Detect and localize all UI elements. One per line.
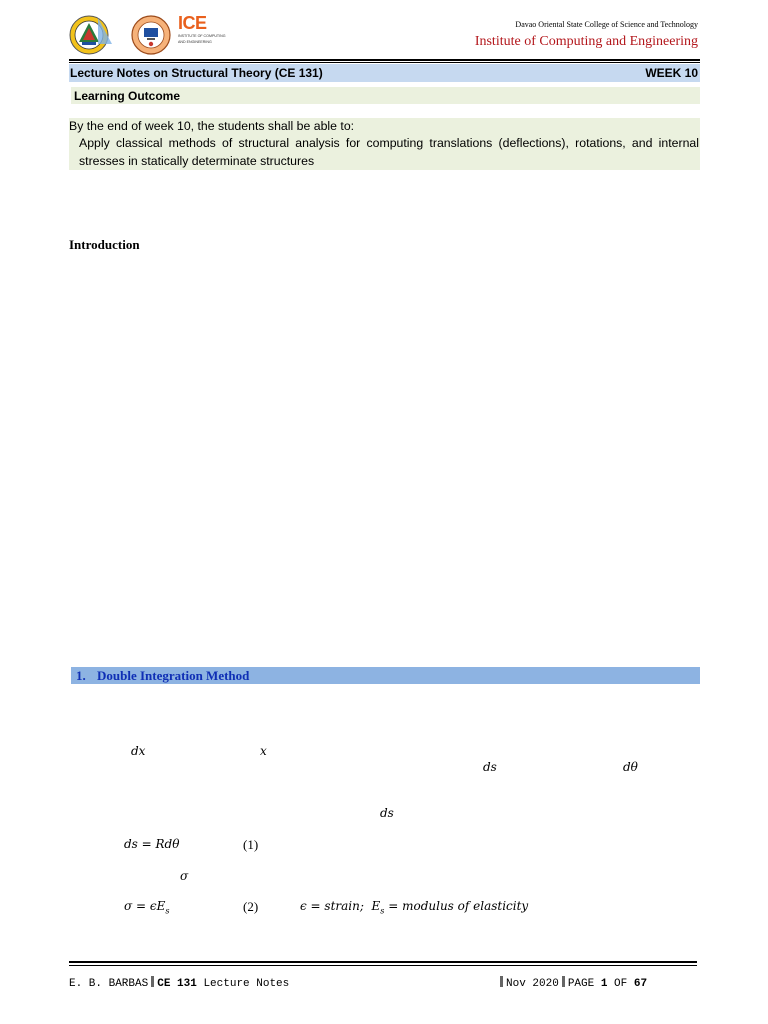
footer-separator bbox=[562, 976, 565, 987]
math-ds: ds bbox=[483, 760, 497, 774]
header-rule-thin bbox=[69, 62, 700, 63]
footer-of-label: OF bbox=[614, 978, 628, 990]
course-title: Lecture Notes on Structural Theory (CE 131) bbox=[70, 66, 323, 80]
ice-seal-logo bbox=[130, 14, 176, 56]
learning-outcome-heading: Learning Outcome bbox=[74, 89, 181, 103]
footer-separator bbox=[151, 976, 154, 987]
footer-course: CE 131 bbox=[157, 978, 197, 990]
modulus-symbol: E bbox=[371, 899, 381, 913]
modulus-subscript: s bbox=[380, 906, 385, 916]
footer-separator bbox=[500, 976, 503, 987]
footer-left bbox=[69, 976, 289, 990]
header-rule-thick bbox=[69, 59, 700, 61]
footer-date: Nov 2020 bbox=[506, 978, 559, 990]
ice-subtitle-line1: INSTITUTE OF COMPUTING bbox=[178, 34, 226, 38]
section-number: 1. bbox=[76, 668, 86, 683]
equation-2 bbox=[124, 899, 169, 915]
equation-1-number: (1) bbox=[243, 837, 259, 852]
equation-2-main: σ = ϵE bbox=[124, 899, 166, 913]
footer-rule-thick bbox=[69, 961, 697, 963]
ice-subtitle-line2: AND ENGINEERING bbox=[178, 40, 212, 44]
equation-2-number: (2) bbox=[243, 899, 259, 914]
equation-2-definition bbox=[300, 899, 528, 915]
institute-name: Institute of Computing and Engineering bbox=[474, 34, 698, 49]
section-title: Double Integration Method bbox=[97, 668, 250, 683]
modulus-definition: = modulus of elasticity bbox=[384, 899, 529, 913]
college-name: Davao Oriental State College of Science and Technology bbox=[515, 20, 698, 29]
college-seal-logo bbox=[68, 14, 114, 56]
math-ds-2: ds bbox=[380, 806, 394, 820]
math-x: x bbox=[260, 744, 267, 758]
math-dtheta: dθ bbox=[623, 760, 638, 774]
introduction-heading: Introduction bbox=[69, 237, 140, 252]
ice-acronym: ICE bbox=[178, 13, 207, 33]
footer-page-label: PAGE bbox=[567, 978, 595, 990]
footer-notes: Lecture Notes bbox=[203, 978, 290, 990]
footer-page-number: 1 bbox=[600, 978, 608, 990]
math-dx: dx bbox=[131, 744, 146, 758]
math-sigma: σ bbox=[180, 869, 189, 883]
week-label: WEEK 10 bbox=[645, 66, 698, 80]
strain-definition: ϵ = strain; bbox=[300, 899, 364, 913]
footer-total-pages: 67 bbox=[633, 978, 648, 990]
footer-right bbox=[497, 976, 647, 990]
footer-rule-thin bbox=[69, 965, 697, 966]
footer-author: E. B. BARBAS bbox=[69, 978, 149, 990]
objective-text: Apply classical methods of structural analysis for computing translations (deflections), rotations, and internal stresses in statically determinate structures bbox=[79, 136, 699, 168]
ice-wordmark-logo bbox=[178, 14, 228, 50]
objectives-intro: By the end of week 10, the students shall be able to: bbox=[69, 119, 355, 133]
equation-1: ds = Rdθ bbox=[124, 837, 180, 851]
equation-2-subscript: s bbox=[165, 906, 170, 916]
